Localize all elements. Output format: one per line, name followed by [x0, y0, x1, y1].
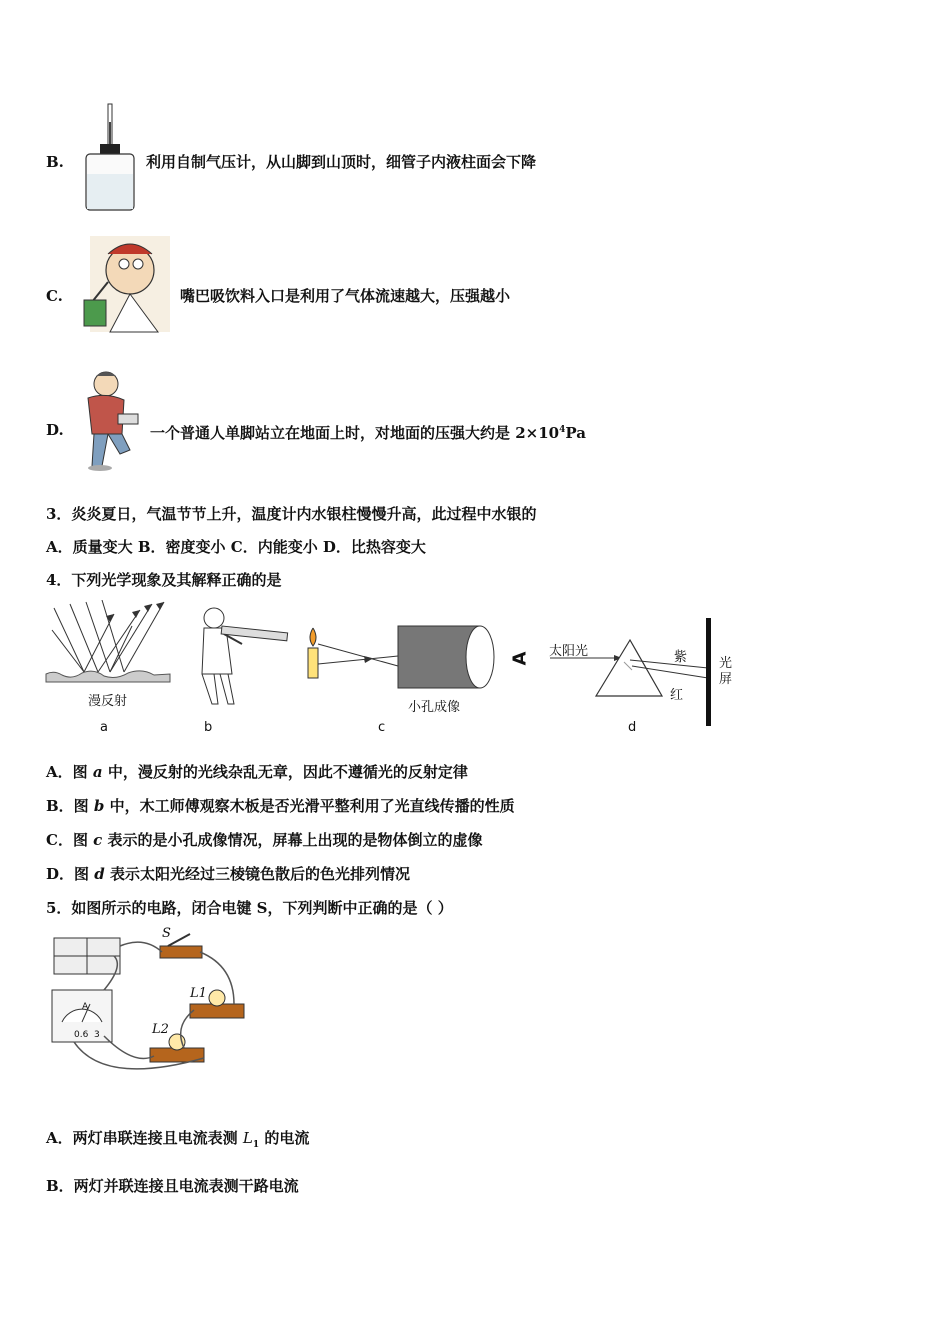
figure-d-label: d	[628, 720, 637, 735]
figure-d-red: 红	[670, 688, 684, 703]
figure-d-violet: 紫	[674, 650, 688, 665]
option-b-label: B.	[46, 153, 64, 171]
figure-c-label: c	[378, 720, 386, 735]
q5-lamp2-label: L2	[152, 1022, 169, 1037]
figure-a-caption: 漫反射	[88, 694, 128, 709]
q4-option-c: C．图 c 表示的是小孔成像情况，屏幕上出现的是物体倒立的虚像	[46, 831, 483, 849]
standing-person-figure	[78, 370, 144, 472]
q4-option-a: A．图 a 中，漫反射的光线杂乱无章，因此不遵循光的反射定律	[46, 763, 468, 781]
q5-option-a: A．两灯串联连接且电流表测 $L_1$ 的电流	[46, 1129, 310, 1150]
q5-ammeter-terminals: 0.6 3	[74, 1030, 100, 1040]
q5-ammeter-label: A	[82, 1002, 89, 1012]
q3-stem: 3．炎炎夏日，气温节节上升，温度计内水银柱慢慢升高，此过程中水银的	[46, 505, 537, 523]
option-c-label: C.	[46, 287, 63, 305]
figure-c-inverted-image: A	[509, 651, 531, 666]
option-c-text: 嘴巴吸饮料入口是利用了气体流速越大，压强越小	[180, 287, 511, 305]
figure-c-caption: 小孔成像	[408, 700, 461, 715]
figure-c-pinhole-camera	[302, 620, 534, 700]
q5-circuit-figure	[44, 926, 254, 1080]
option-d-label: D.	[46, 421, 64, 439]
q5-switch-label: S	[162, 926, 171, 941]
figure-b-label: b	[204, 720, 213, 735]
figure-d-sunlight: 太阳光	[549, 644, 589, 659]
option-d-text: 一个普通人单脚站立在地面上时，对地面的压强大约是 $2\times 10^4Pa$	[150, 424, 586, 442]
q3-options: A．质量变大 B．密度变小 C．内能变小 D．比热容变大	[46, 538, 426, 556]
figure-d-screen: 光屏	[719, 656, 733, 687]
q5-stem: 5．如图所示的电路，闭合电键 S，下列判断中正确的是（ ）	[46, 899, 453, 917]
figure-a-diffuse-reflection	[44, 600, 174, 686]
drinking-straw-figure	[80, 236, 172, 334]
barometer-figure	[82, 102, 138, 214]
figure-a-label: a	[100, 720, 108, 735]
q5-lamp1-label: L1	[190, 986, 207, 1001]
q4-option-d: D．图 d 表示太阳光经过三棱镜色散后的色光排列情况	[46, 865, 410, 883]
q4-option-b: B．图 b 中，木工师傅观察木板是否光滑平整利用了光直线传播的性质	[46, 797, 515, 815]
option-b-text: 利用自制气压计，从山脚到山顶时，细管子内液柱面会下降	[146, 153, 537, 171]
q5-option-b: B．两灯并联连接且电流表测干路电流	[46, 1177, 299, 1195]
figure-d-prism	[544, 618, 719, 730]
figure-b-carpenter	[192, 604, 292, 708]
q4-stem: 4．下列光学现象及其解释正确的是	[46, 571, 282, 589]
